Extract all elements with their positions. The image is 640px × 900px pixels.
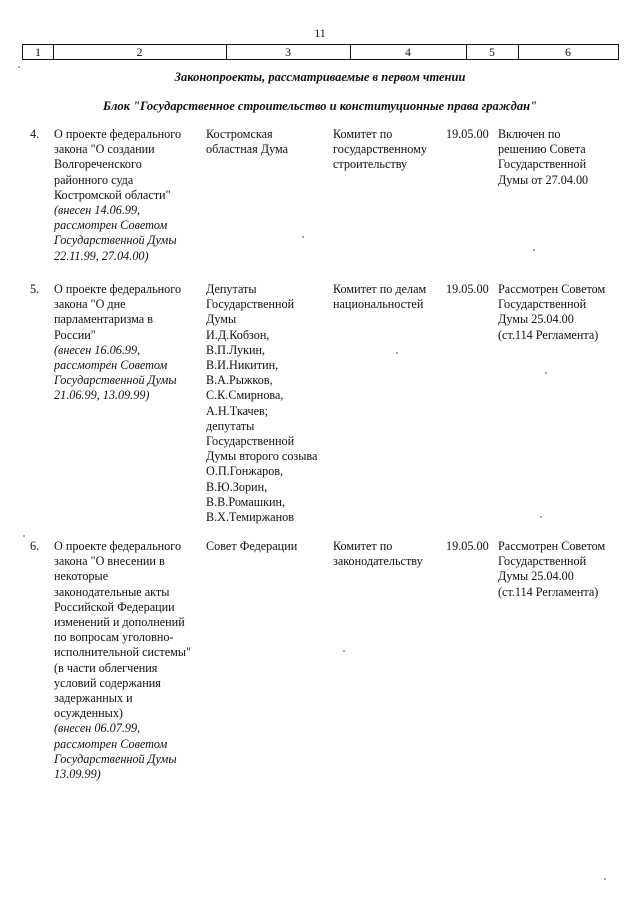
scan-speck (23, 535, 25, 537)
bill-title-line: О проекте федерального (54, 282, 182, 296)
bill-title-line: по вопросам уголовно- (54, 630, 174, 645)
bill-status-line: (ст.114 Регламента) (498, 584, 599, 599)
bill-status-line: Думы 25.04.00 (498, 312, 574, 327)
page-number: 11 (314, 26, 326, 40)
bill-title-line: закона "О дне (54, 297, 126, 312)
bill-initiator-line: депутаты (206, 418, 255, 433)
bill-initiator-line: Совет Федерации (206, 539, 298, 553)
bill-title-line: закона "О внесении в (54, 554, 165, 569)
responsible-committee-line: законодательству (333, 554, 423, 569)
bill-title (54, 282, 199, 404)
bill-status-line: (ст.114 Регламента) (498, 327, 599, 342)
bill-initiator-line: В.В.Ромашкин, (206, 494, 286, 509)
bill-title-line: изменений и дополнений (54, 615, 185, 630)
bill-initiator-line: С.К.Смирнова, (206, 388, 284, 403)
bill-initiator (206, 282, 331, 525)
bill-note-line: Государственной Думы (54, 751, 177, 766)
column-number: 4 (350, 45, 467, 59)
scan-speck (604, 878, 606, 880)
bill-title-line: условий содержания (54, 675, 161, 690)
block-title: Блок "Государственное строительство и конституционные права граждан" (103, 99, 537, 113)
bill-title-line: исполнительной системы" (54, 645, 192, 660)
bill-note-line: рассмотрен Советом (54, 358, 168, 373)
column-number: 2 (53, 45, 227, 59)
bill-note-line: Государственной Думы (54, 373, 177, 388)
bill-status-line: Государственной (498, 157, 587, 172)
responsible-committee-line: Комитет по делам (333, 282, 427, 296)
bill-title (54, 127, 199, 264)
review-date: 19.05.00 (446, 539, 489, 553)
bill-title-line: парламентаризма в (54, 312, 153, 327)
review-date: 19.05.00 (446, 127, 489, 141)
bill-initiator-line: областная Дума (206, 142, 289, 157)
column-number: 3 (226, 45, 351, 59)
section-title: Законопроекты, рассматриваемые в первом чтении (174, 70, 466, 84)
bill-title-line: задержанных и (54, 691, 133, 706)
responsible-committee-line: строительству (333, 157, 408, 172)
bill-status (498, 282, 628, 343)
scan-speck (18, 66, 20, 68)
bill-note-line: рассмотрен Советом (54, 736, 168, 751)
scan-speck (545, 372, 547, 374)
scan-speck (533, 249, 535, 251)
bill-title-line: (в части облегчения (54, 660, 158, 675)
bill-title-line: районного суда (54, 172, 134, 187)
review-date: 19.05.00 (446, 282, 489, 296)
scan-speck (302, 236, 304, 238)
bill-initiator-line: О.П.Гонжаров, (206, 464, 284, 479)
responsible-committee-line: национальностей (333, 297, 424, 312)
bill-title-line: О проекте федерального (54, 127, 182, 141)
responsible-committee (333, 539, 443, 569)
bill-note-line: 21.06.99, 13.09.99) (54, 388, 150, 403)
bill-title-line: законодательные акты (54, 584, 170, 599)
bill-status-line: решению Совета (498, 142, 586, 157)
bill-title-line: О проекте федерального (54, 539, 182, 553)
bill-status (498, 127, 628, 188)
responsible-committee (333, 127, 443, 173)
bill-note-line: (внесен 14.06.99, (54, 203, 141, 218)
bill-status-line: Рассмотрен Советом (498, 282, 606, 296)
bill-title-line: осужденных) (54, 706, 123, 721)
bill-title-line: закона "О создании (54, 142, 155, 157)
bill-initiator-line: Государственной (206, 297, 295, 312)
bill-initiator (206, 127, 331, 157)
bill-title-line: некоторые (54, 569, 109, 584)
bill-title-line: России" (54, 327, 96, 342)
responsible-committee-line: Комитет по (333, 127, 393, 141)
bill-title (54, 539, 199, 782)
bill-note-line: (внесен 16.06.99, (54, 342, 141, 357)
bill-initiator (206, 539, 331, 554)
bill-status-line: Думы от 27.04.00 (498, 172, 589, 187)
bill-initiator-line: В.А.Рыжков, (206, 373, 273, 388)
bill-initiator-line: В.И.Никитин, (206, 358, 279, 373)
scan-speck (396, 352, 398, 354)
column-number: 5 (466, 45, 519, 59)
bill-note-line: 13.09.99) (54, 767, 101, 782)
bill-note-line: рассмотрен Советом (54, 218, 168, 233)
bill-status (498, 539, 628, 600)
bill-initiator-line: Депутаты (206, 282, 257, 296)
bill-initiator-line: В.П.Лукин, (206, 342, 266, 357)
entry-number: 4. (30, 127, 40, 141)
bill-initiator-line: Костромская (206, 127, 273, 141)
bill-initiator-line: И.Д.Кобзон, (206, 327, 270, 342)
responsible-committee-line: государственному (333, 142, 427, 157)
bill-status-line: Думы 25.04.00 (498, 569, 574, 584)
bill-status-line: Государственной (498, 297, 587, 312)
bill-status-line: Рассмотрен Советом (498, 539, 606, 553)
bill-initiator-line: А.Н.Ткачев; (206, 403, 269, 418)
entry-number: 5. (30, 282, 40, 296)
bill-status-line: Государственной (498, 554, 587, 569)
responsible-committee (333, 282, 443, 312)
column-number: 6 (565, 45, 571, 59)
bill-initiator-line: Государственной (206, 434, 295, 449)
scan-speck (540, 516, 542, 518)
bill-title-line: Волгореченского (54, 157, 142, 172)
bill-initiator-line: В.Ю.Зорин, (206, 479, 268, 494)
bill-initiator-line: Думы (206, 312, 237, 327)
responsible-committee-line: Комитет по (333, 539, 393, 553)
entry-number: 6. (30, 539, 40, 553)
bill-note-line: Государственной Думы (54, 233, 177, 248)
bill-initiator-line: Думы второго созыва (206, 449, 318, 464)
bill-initiator-line: В.Х.Темиржанов (206, 510, 294, 525)
bill-note-line: 22.11.99, 27.04.00) (54, 248, 149, 263)
bill-title-line: Костромской области" (54, 187, 171, 202)
column-number-header (22, 44, 619, 60)
scan-speck (343, 650, 345, 652)
bill-title-line: Российской Федерации (54, 599, 175, 614)
column-number: 1 (23, 45, 54, 59)
bill-note-line: (внесен 06.07.99, (54, 721, 141, 736)
bill-status-line: Включен по (498, 127, 561, 141)
